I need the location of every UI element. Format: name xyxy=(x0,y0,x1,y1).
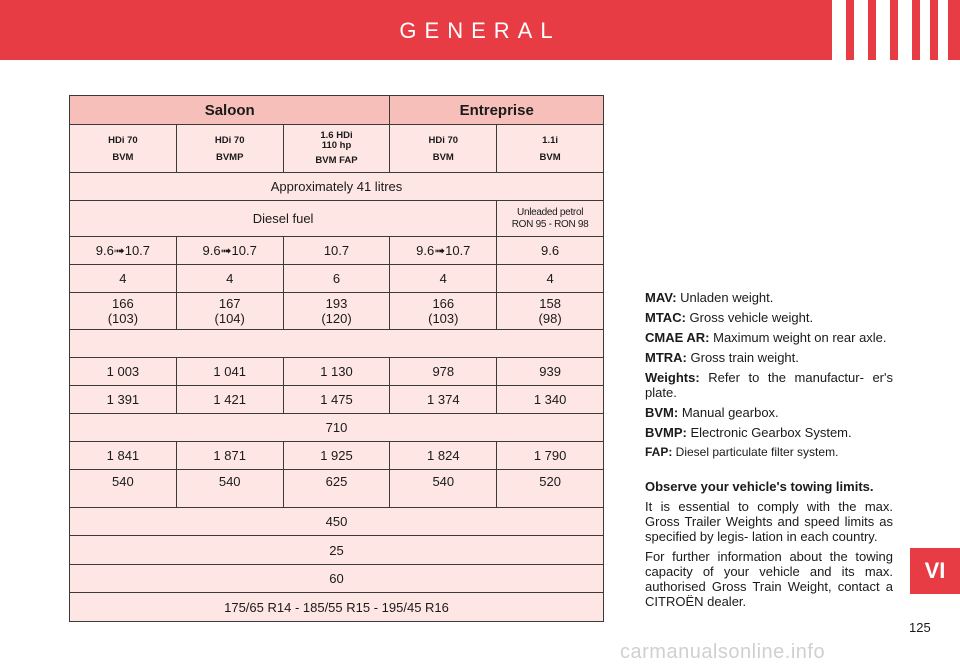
roofload-row xyxy=(70,565,604,593)
note-term: Weights: xyxy=(645,370,700,385)
table-cell: 4 xyxy=(176,265,283,293)
table-cell: 1 041 xyxy=(176,358,283,386)
towing-heading: Observe your vehicle's towing limits. xyxy=(645,479,874,494)
table-cell xyxy=(497,293,604,330)
stripe xyxy=(854,0,868,60)
table-cell xyxy=(390,293,497,330)
note-term: MAV: xyxy=(645,290,677,305)
table-cell: 1 475 xyxy=(283,386,390,414)
stripe xyxy=(898,0,912,60)
note-definition: Gross train weight. xyxy=(686,350,799,365)
engine-gearbox: BVM xyxy=(432,151,454,163)
table-cell: 540 xyxy=(390,470,497,508)
fuel-diesel: Diesel fuel xyxy=(70,201,497,237)
table-cell: 4 xyxy=(70,265,177,293)
notes-column xyxy=(645,290,893,614)
power-value: (103) xyxy=(107,311,139,326)
engine-name: HDi 70 xyxy=(214,134,245,146)
engine-power: 110 hp xyxy=(321,139,352,151)
table-cell: 25 xyxy=(70,536,604,565)
towing-para-1: It is essential to comply with the max. Gross Trailer Weights and speed limits as specified by legis- lation in each country. xyxy=(645,499,893,544)
table-cell: 1 841 xyxy=(70,442,177,470)
table-cell: 4 xyxy=(497,265,604,293)
group-header-row xyxy=(70,96,604,125)
note-definition: Unladen weight. xyxy=(676,290,774,305)
table-cell: 10.7 xyxy=(283,237,390,265)
note-fap xyxy=(645,445,893,460)
note-term: BVMP: xyxy=(645,425,687,440)
engine-name: HDi 70 xyxy=(108,134,138,146)
note-definition: Maximum weight on rear axle. xyxy=(709,330,887,345)
table-cell: 540 xyxy=(176,470,283,508)
note-definition: Manual gearbox. xyxy=(678,405,779,420)
cmae-row xyxy=(70,414,604,442)
page-number: 125 xyxy=(909,620,931,635)
empty-row xyxy=(70,330,604,358)
note-mtac xyxy=(645,310,893,325)
note-definition: Electronic Gearbox System. xyxy=(686,425,852,440)
noseweight-row xyxy=(70,536,604,565)
table-cell xyxy=(70,293,177,330)
engine-cell xyxy=(283,125,390,173)
mav-row xyxy=(70,358,604,386)
note-term: MTRA: xyxy=(645,350,687,365)
power-value: 166 xyxy=(112,296,134,311)
engine-cell xyxy=(497,125,604,173)
stripe xyxy=(938,0,948,60)
note-weights xyxy=(645,370,893,400)
note-definition: Diesel particulate filter system. xyxy=(672,445,839,459)
table-cell: 1 824 xyxy=(390,442,497,470)
tyres-row xyxy=(70,593,604,622)
table-cell: 9.6➟10.7 xyxy=(390,237,497,265)
table-cell: 710 xyxy=(70,414,604,442)
group-entreprise: Entreprise xyxy=(390,96,604,125)
engine-gearbox: BVMP xyxy=(215,151,244,163)
stripe xyxy=(876,0,890,60)
group-saloon: Saloon xyxy=(70,96,390,125)
engine-cell xyxy=(390,125,497,173)
note-bvm xyxy=(645,405,893,420)
power-value: (103) xyxy=(428,311,459,326)
power-row xyxy=(70,293,604,330)
table-cell: 625 xyxy=(283,470,390,508)
table-cell: 978 xyxy=(390,358,497,386)
engine-name: 1.1i xyxy=(542,134,559,146)
fuel-petrol-line: RON 95 - RON 98 xyxy=(511,218,589,230)
engine-gearbox: BVM xyxy=(112,151,134,163)
engine-cell xyxy=(176,125,283,173)
table-cell: 1 003 xyxy=(70,358,177,386)
note-term: CMAE AR: xyxy=(645,330,710,345)
spec-table xyxy=(69,95,604,622)
power-value: 158 xyxy=(539,296,561,311)
engine-name: 1.6 HDi xyxy=(320,129,353,141)
page-header xyxy=(0,0,960,60)
towing-title xyxy=(645,479,893,494)
power-value: (98) xyxy=(538,311,562,326)
power-value: 166 xyxy=(432,296,455,311)
note-term: BVM: xyxy=(645,405,679,420)
consumption-row xyxy=(70,237,604,265)
table-cell: 9.6➟10.7 xyxy=(70,237,177,265)
table-cell: 540 xyxy=(70,470,177,508)
braked-row xyxy=(70,470,604,508)
header-stripes xyxy=(832,0,948,60)
note-definition: Gross vehicle weight. xyxy=(685,310,814,325)
engine-name: HDi 70 xyxy=(428,134,459,146)
towing-para-2: For further information about the towing capacity of your vehicle and its max. authorised Gross Train Weight, contact a CITROËN dealer. xyxy=(645,549,893,609)
engine-row xyxy=(70,125,604,173)
table-cell: 1 421 xyxy=(176,386,283,414)
power-value: (104) xyxy=(214,311,245,326)
note-cmae xyxy=(645,330,893,345)
table-cell: 450 xyxy=(70,508,604,536)
tank-capacity: Approximately 41 litres xyxy=(70,173,604,201)
table-cell: 60 xyxy=(70,565,604,593)
table-cell: 1 871 xyxy=(176,442,283,470)
note-bvmp xyxy=(645,425,893,440)
power-value: (120) xyxy=(321,311,352,326)
table-cell: 9.6 xyxy=(497,237,604,265)
table-cell: 1 790 xyxy=(497,442,604,470)
table-cell: 520 xyxy=(497,470,604,508)
table-cell xyxy=(283,293,390,330)
note-mtra xyxy=(645,350,893,365)
note-definition: Refer to the manufactur- er's plate. xyxy=(645,370,893,400)
chapter-tab: VI xyxy=(910,548,960,594)
gears-row xyxy=(70,265,604,293)
stripe xyxy=(832,0,846,60)
power-value: 193 xyxy=(325,296,348,311)
table-cell: 4 xyxy=(390,265,497,293)
stripe xyxy=(920,0,930,60)
engine-cell xyxy=(70,125,177,173)
table-cell: 6 xyxy=(283,265,390,293)
table-cell: 1 130 xyxy=(283,358,390,386)
watermark-url: carmanualsonline.info xyxy=(620,641,826,663)
fuel-petrol xyxy=(497,201,604,237)
fuel-row xyxy=(70,201,604,237)
table-cell xyxy=(176,293,283,330)
empty-cell xyxy=(70,330,604,358)
table-cell: 1 340 xyxy=(497,386,604,414)
engine-gearbox: BVM xyxy=(539,151,561,163)
engine-gearbox: BVM FAP xyxy=(315,154,358,166)
table-cell: 175/65 R14 - 185/55 R15 - 195/45 R16 xyxy=(70,593,604,622)
note-mav xyxy=(645,290,893,305)
note-term: MTAC: xyxy=(645,310,686,325)
table-cell: 1 391 xyxy=(70,386,177,414)
table-cell: 939 xyxy=(497,358,604,386)
fuel-petrol-line: Unleaded petrol xyxy=(517,206,584,218)
mtac-row xyxy=(70,386,604,414)
unbraked-row xyxy=(70,508,604,536)
table-cell: 1 374 xyxy=(390,386,497,414)
table-cell: 9.6➟10.7 xyxy=(176,237,283,265)
tank-row xyxy=(70,173,604,201)
table-cell: 1 925 xyxy=(283,442,390,470)
note-term: FAP: xyxy=(645,445,673,459)
page-title: GENERAL xyxy=(399,18,561,43)
power-value: 167 xyxy=(218,296,241,311)
mtra-row xyxy=(70,442,604,470)
